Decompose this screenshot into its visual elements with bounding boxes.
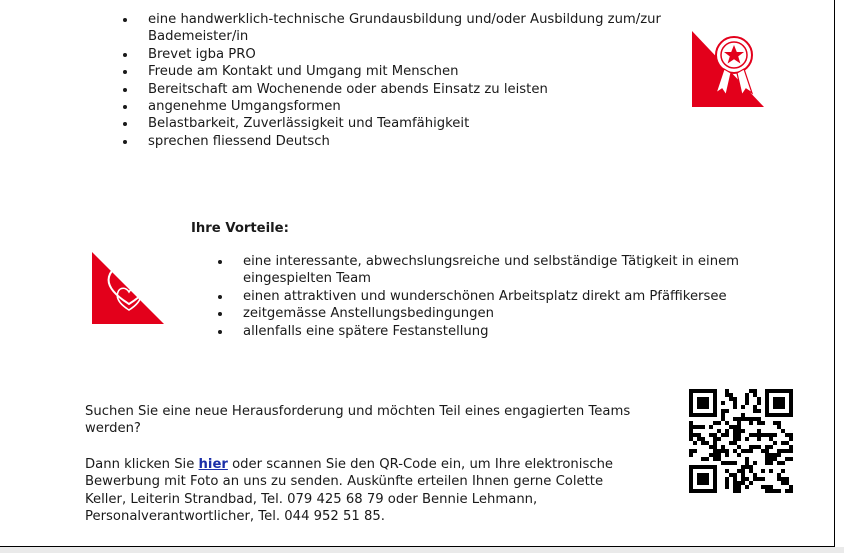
hearts-icon [92,252,166,326]
list-item: zeitgemässe Anstellungsbedingungen [243,305,773,322]
list-item: Brevet igba PRO [148,46,668,63]
list-item: einen attraktiven und wunderschönen Arbeitsplatz direkt am Pfäffikersee [243,288,773,305]
window-bottom-edge [0,547,844,553]
cta-text-after: oder scannen Sie den QR-Code ein, um Ihre elektronische Bewerbung mit Foto an uns zu senden. Auskünfte erteilen Ihnen gerne Colette Keller, Leiterin Strandbad, Tel. 079 425 68 79 oder Bennie Lehmann, Personalverantwortlicher, Tel. 044 952 51 85. [85,457,614,525]
benefits-heading: Ihre Vorteile: [191,221,289,236]
closing-question: Suchen Sie eine neue Herausforderung und möchten Teil eines engagierten Teams werden? [85,404,631,437]
list-item: eine handwerklich-technische Grundausbildung und/oder Ausbildung zum/zur Bademeister/in [148,11,668,46]
qr-code-icon[interactable] [689,389,793,493]
cta-text-before: Dann klicken Sie [85,457,199,472]
requirements-list [148,11,668,150]
list-item: Belastbarkeit, Zuverlässigkeit und Teamfähigkeit [148,115,668,132]
list-item: allenfalls eine spätere Festanstellung [243,323,773,340]
list-item: angenehme Umgangsformen [148,98,668,115]
window-margin [835,0,844,553]
list-item: Freude am Kontakt und Umgang mit Menschen [148,63,668,80]
list-item: eine interessante, abwechslungsreiche und selbständige Tätigkeit in einem eingespielten Team [243,253,773,288]
award-ribbon-star-icon [692,31,766,109]
list-item: sprechen fliessend Deutsch [148,133,668,150]
application-link[interactable]: hier [198,457,228,472]
list-item: Bereitschaft am Wochenende oder abends Einsatz zu leisten [148,81,668,98]
benefits-list [243,253,773,340]
closing-cta-paragraph [85,456,645,526]
